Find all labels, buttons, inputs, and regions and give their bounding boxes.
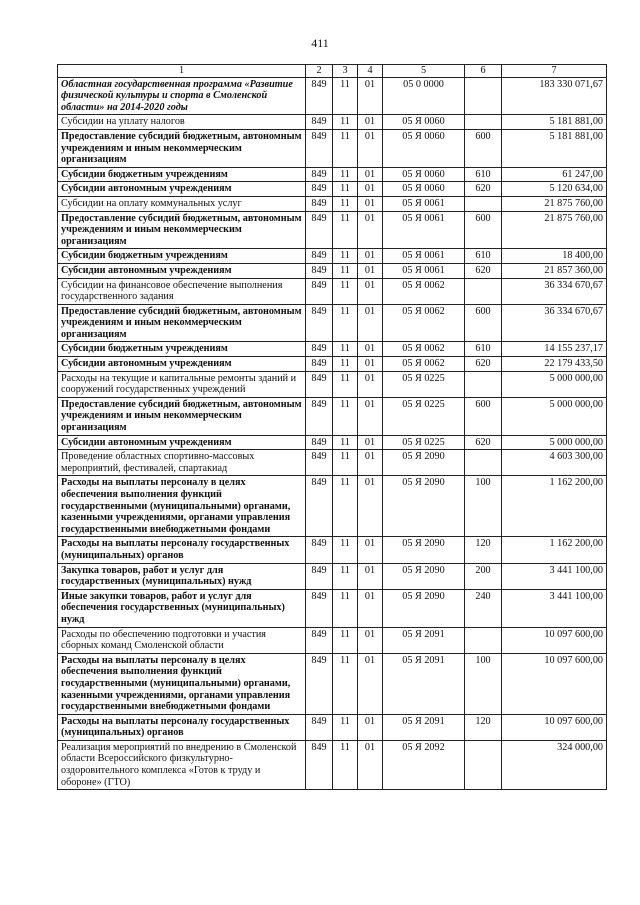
subsection-code-cell: 01 (358, 249, 383, 264)
table-row (58, 714, 607, 740)
header-cell: 5 (383, 65, 465, 78)
subsection-code-cell: 01 (358, 77, 383, 115)
table-row (58, 304, 607, 342)
row-name-cell: Реализация мероприятий по внедрению в Смоленской области Всероссийского физкультурно-оздоровительного комплекса «Готов к труду и обороне» (ГТО) (58, 740, 306, 789)
page-number: 411 (311, 36, 329, 50)
subsection-code-cell: 01 (358, 653, 383, 714)
expense-type-cell: 610 (465, 249, 502, 264)
section-code-cell: 11 (333, 167, 358, 182)
table-row (58, 211, 607, 249)
amount-cell: 21 875 760,00 (502, 196, 607, 211)
row-name-cell: Расходы на выплаты персоналу государственных (муниципальных) органов (58, 714, 306, 740)
row-name-cell: Предоставление субсидий бюджетным, автономным учреждениям и иным некоммерческим организациям (58, 211, 306, 249)
subsection-code-cell: 01 (358, 563, 383, 589)
target-article-cell: 05 Я 2090 (383, 476, 465, 537)
section-code-cell: 11 (333, 627, 358, 653)
row-name-cell: Субсидии на финансовое обеспечение выполнения государственного задания (58, 278, 306, 304)
target-article-cell: 05 Я 2090 (383, 589, 465, 627)
table-row (58, 740, 607, 789)
subsection-code-cell: 01 (358, 397, 383, 435)
table-row (58, 249, 607, 264)
row-name-cell: Субсидии автономным учреждениям (58, 435, 306, 450)
subsection-code-cell: 01 (358, 115, 383, 130)
section-code-cell: 11 (333, 263, 358, 278)
expense-type-cell (465, 450, 502, 476)
header-cell: 2 (306, 65, 333, 78)
row-name-cell: Субсидии бюджетным учреждениям (58, 249, 306, 264)
target-article-cell: 05 Я 0062 (383, 278, 465, 304)
grbs-code-cell: 849 (306, 537, 333, 563)
row-name-cell: Субсидии бюджетным учреждениям (58, 342, 306, 357)
subsection-code-cell: 01 (358, 211, 383, 249)
target-article-cell: 05 Я 2090 (383, 450, 465, 476)
subsection-code-cell: 01 (358, 435, 383, 450)
section-code-cell: 11 (333, 77, 358, 115)
expense-type-cell: 120 (465, 714, 502, 740)
header-cell: 7 (502, 65, 607, 78)
expense-type-cell (465, 115, 502, 130)
subsection-code-cell: 01 (358, 263, 383, 278)
expense-type-cell: 610 (465, 167, 502, 182)
expense-type-cell: 100 (465, 476, 502, 537)
table-row (58, 167, 607, 182)
row-name-cell: Предоставление субсидий бюджетным, автономным учреждениям и иным некоммерческим организациям (58, 304, 306, 342)
target-article-cell: 05 Я 0060 (383, 182, 465, 197)
amount-cell: 5 181 881,00 (502, 129, 607, 167)
target-article-cell: 05 Я 0225 (383, 397, 465, 435)
table-row (58, 397, 607, 435)
header-cell: 1 (58, 65, 306, 78)
subsection-code-cell: 01 (358, 537, 383, 563)
table-row (58, 476, 607, 537)
section-code-cell: 11 (333, 371, 358, 397)
expense-type-cell: 620 (465, 435, 502, 450)
header-cell: 3 (333, 65, 358, 78)
grbs-code-cell: 849 (306, 278, 333, 304)
row-name-cell: Субсидии автономным учреждениям (58, 357, 306, 372)
row-name-cell: Предоставление субсидий бюджетным, автономным учреждениям и иным некоммерческим организациям (58, 397, 306, 435)
expense-type-cell (465, 278, 502, 304)
section-code-cell: 11 (333, 563, 358, 589)
row-name-cell: Расходы по обеспечению подготовки и участия сборных команд Смоленской области (58, 627, 306, 653)
target-article-cell: 05 Я 2091 (383, 714, 465, 740)
subsection-code-cell: 01 (358, 182, 383, 197)
amount-cell: 4 603 300,00 (502, 450, 607, 476)
expense-type-cell: 200 (465, 563, 502, 589)
target-article-cell: 05 Я 0225 (383, 371, 465, 397)
table-row (58, 263, 607, 278)
expense-type-cell: 600 (465, 129, 502, 167)
table-row (58, 129, 607, 167)
table-header-row (58, 65, 607, 78)
grbs-code-cell: 849 (306, 435, 333, 450)
expense-type-cell: 240 (465, 589, 502, 627)
header-cell: 6 (465, 65, 502, 78)
expense-type-cell: 610 (465, 342, 502, 357)
row-name-cell: Предоставление субсидий бюджетным, автономным учреждениям и иным некоммерческим организациям (58, 129, 306, 167)
grbs-code-cell: 849 (306, 714, 333, 740)
table-row (58, 115, 607, 130)
table-row (58, 196, 607, 211)
grbs-code-cell: 849 (306, 563, 333, 589)
grbs-code-cell: 849 (306, 129, 333, 167)
section-code-cell: 11 (333, 278, 358, 304)
expense-type-cell: 600 (465, 397, 502, 435)
section-code-cell: 11 (333, 211, 358, 249)
target-article-cell: 05 Я 0225 (383, 435, 465, 450)
table-row (58, 371, 607, 397)
grbs-code-cell: 849 (306, 167, 333, 182)
amount-cell: 1 162 200,00 (502, 476, 607, 537)
target-article-cell: 05 Я 0060 (383, 167, 465, 182)
amount-cell: 5 000 000,00 (502, 397, 607, 435)
row-name-cell: Расходы на выплаты персоналу в целях обеспечения выполнения функций государственными (муниципальными) органами, казенными учреждениями, органами управления государственными внебюджетными фондами (58, 476, 306, 537)
table-row (58, 435, 607, 450)
row-name-cell: Субсидии автономным учреждениям (58, 182, 306, 197)
amount-cell: 22 179 433,50 (502, 357, 607, 372)
amount-cell: 5 120 634,00 (502, 182, 607, 197)
subsection-code-cell: 01 (358, 304, 383, 342)
amount-cell: 14 155 237,17 (502, 342, 607, 357)
row-name-cell: Расходы на текущие и капитальные ремонты зданий и сооружений государственных учреждений (58, 371, 306, 397)
section-code-cell: 11 (333, 129, 358, 167)
table-row (58, 278, 607, 304)
row-name-cell: Субсидии автономным учреждениям (58, 263, 306, 278)
grbs-code-cell: 849 (306, 371, 333, 397)
grbs-code-cell: 849 (306, 249, 333, 264)
grbs-code-cell: 849 (306, 342, 333, 357)
table-row (58, 653, 607, 714)
table-row (58, 77, 607, 115)
section-code-cell: 11 (333, 249, 358, 264)
table-row (58, 563, 607, 589)
expense-type-cell: 620 (465, 263, 502, 278)
section-code-cell: 11 (333, 357, 358, 372)
target-article-cell: 05 Я 0062 (383, 342, 465, 357)
row-name-cell: Областная государственная программа «Развитие физической культуры и спорта в Смоленской области» на 2014-2020 годы (58, 77, 306, 115)
expense-type-cell: 620 (465, 357, 502, 372)
expense-type-cell: 120 (465, 537, 502, 563)
amount-cell: 3 441 100,00 (502, 563, 607, 589)
row-name-cell: Расходы на выплаты персоналу в целях обеспечения выполнения функций государственными (муниципальными) органами, казенными учреждениями, органами управления государственными внебюджетными фондами (58, 653, 306, 714)
amount-cell: 21 857 360,00 (502, 263, 607, 278)
target-article-cell: 05 Я 0061 (383, 196, 465, 211)
grbs-code-cell: 849 (306, 211, 333, 249)
subsection-code-cell: 01 (358, 342, 383, 357)
grbs-code-cell: 849 (306, 115, 333, 130)
expense-type-cell (465, 196, 502, 211)
grbs-code-cell: 849 (306, 263, 333, 278)
section-code-cell: 11 (333, 476, 358, 537)
amount-cell: 10 097 600,00 (502, 714, 607, 740)
row-name-cell: Субсидии бюджетным учреждениям (58, 167, 306, 182)
amount-cell: 183 330 071,67 (502, 77, 607, 115)
grbs-code-cell: 849 (306, 397, 333, 435)
table-row (58, 627, 607, 653)
expense-type-cell: 600 (465, 304, 502, 342)
header-cell: 4 (358, 65, 383, 78)
grbs-code-cell: 849 (306, 740, 333, 789)
grbs-code-cell: 849 (306, 589, 333, 627)
amount-cell: 3 441 100,00 (502, 589, 607, 627)
amount-cell: 1 162 200,00 (502, 537, 607, 563)
grbs-code-cell: 849 (306, 450, 333, 476)
section-code-cell: 11 (333, 196, 358, 211)
row-name-cell: Проведение областных спортивно-массовых мероприятий, фестивалей, спартакиад (58, 450, 306, 476)
subsection-code-cell: 01 (358, 129, 383, 167)
subsection-code-cell: 01 (358, 278, 383, 304)
target-article-cell: 05 Я 2092 (383, 740, 465, 789)
table-row (58, 450, 607, 476)
amount-cell: 5 181 881,00 (502, 115, 607, 130)
table-row (58, 357, 607, 372)
subsection-code-cell: 01 (358, 627, 383, 653)
amount-cell: 5 000 000,00 (502, 371, 607, 397)
amount-cell: 18 400,00 (502, 249, 607, 264)
expense-type-cell: 600 (465, 211, 502, 249)
section-code-cell: 11 (333, 342, 358, 357)
subsection-code-cell: 01 (358, 476, 383, 537)
target-article-cell: 05 Я 2090 (383, 563, 465, 589)
budget-table-body (58, 65, 607, 790)
table-row (58, 182, 607, 197)
target-article-cell: 05 0 0000 (383, 77, 465, 115)
grbs-code-cell: 849 (306, 182, 333, 197)
target-article-cell: 05 Я 0062 (383, 304, 465, 342)
row-name-cell: Расходы на выплаты персоналу государственных (муниципальных) органов (58, 537, 306, 563)
target-article-cell: 05 Я 0061 (383, 211, 465, 249)
section-code-cell: 11 (333, 182, 358, 197)
section-code-cell: 11 (333, 397, 358, 435)
section-code-cell: 11 (333, 537, 358, 563)
amount-cell: 324 000,00 (502, 740, 607, 789)
expense-type-cell (465, 627, 502, 653)
section-code-cell: 11 (333, 435, 358, 450)
section-code-cell: 11 (333, 740, 358, 789)
target-article-cell: 05 Я 0060 (383, 115, 465, 130)
subsection-code-cell: 01 (358, 589, 383, 627)
expense-type-cell (465, 77, 502, 115)
subsection-code-cell: 01 (358, 357, 383, 372)
row-name-cell: Закупка товаров, работ и услуг для государственных (муниципальных) нужд (58, 563, 306, 589)
table-row (58, 342, 607, 357)
subsection-code-cell: 01 (358, 371, 383, 397)
section-code-cell: 11 (333, 589, 358, 627)
table-row (58, 537, 607, 563)
target-article-cell: 05 Я 0060 (383, 129, 465, 167)
target-article-cell: 05 Я 0062 (383, 357, 465, 372)
grbs-code-cell: 849 (306, 77, 333, 115)
section-code-cell: 11 (333, 653, 358, 714)
subsection-code-cell: 01 (358, 740, 383, 789)
grbs-code-cell: 849 (306, 196, 333, 211)
target-article-cell: 05 Я 0061 (383, 249, 465, 264)
target-article-cell: 05 Я 2091 (383, 627, 465, 653)
expense-type-cell: 620 (465, 182, 502, 197)
amount-cell: 36 334 670,67 (502, 304, 607, 342)
target-article-cell: 05 Я 2091 (383, 653, 465, 714)
grbs-code-cell: 849 (306, 476, 333, 537)
amount-cell: 10 097 600,00 (502, 627, 607, 653)
section-code-cell: 11 (333, 304, 358, 342)
subsection-code-cell: 01 (358, 714, 383, 740)
expense-type-cell (465, 740, 502, 789)
grbs-code-cell: 849 (306, 357, 333, 372)
budget-table (57, 64, 607, 790)
amount-cell: 61 247,00 (502, 167, 607, 182)
target-article-cell: 05 Я 2090 (383, 537, 465, 563)
amount-cell: 21 875 760,00 (502, 211, 607, 249)
expense-type-cell: 100 (465, 653, 502, 714)
amount-cell: 5 000 000,00 (502, 435, 607, 450)
table-row (58, 589, 607, 627)
row-name-cell: Субсидии на оплату коммунальных услуг (58, 196, 306, 211)
subsection-code-cell: 01 (358, 450, 383, 476)
amount-cell: 36 334 670,67 (502, 278, 607, 304)
section-code-cell: 11 (333, 714, 358, 740)
amount-cell: 10 097 600,00 (502, 653, 607, 714)
grbs-code-cell: 849 (306, 627, 333, 653)
row-name-cell: Субсидии на уплату налогов (58, 115, 306, 130)
grbs-code-cell: 849 (306, 304, 333, 342)
subsection-code-cell: 01 (358, 167, 383, 182)
expense-type-cell (465, 371, 502, 397)
grbs-code-cell: 849 (306, 653, 333, 714)
row-name-cell: Иные закупки товаров, работ и услуг для обеспечения государственных (муниципальных) нужд (58, 589, 306, 627)
section-code-cell: 11 (333, 115, 358, 130)
target-article-cell: 05 Я 0061 (383, 263, 465, 278)
section-code-cell: 11 (333, 450, 358, 476)
subsection-code-cell: 01 (358, 196, 383, 211)
